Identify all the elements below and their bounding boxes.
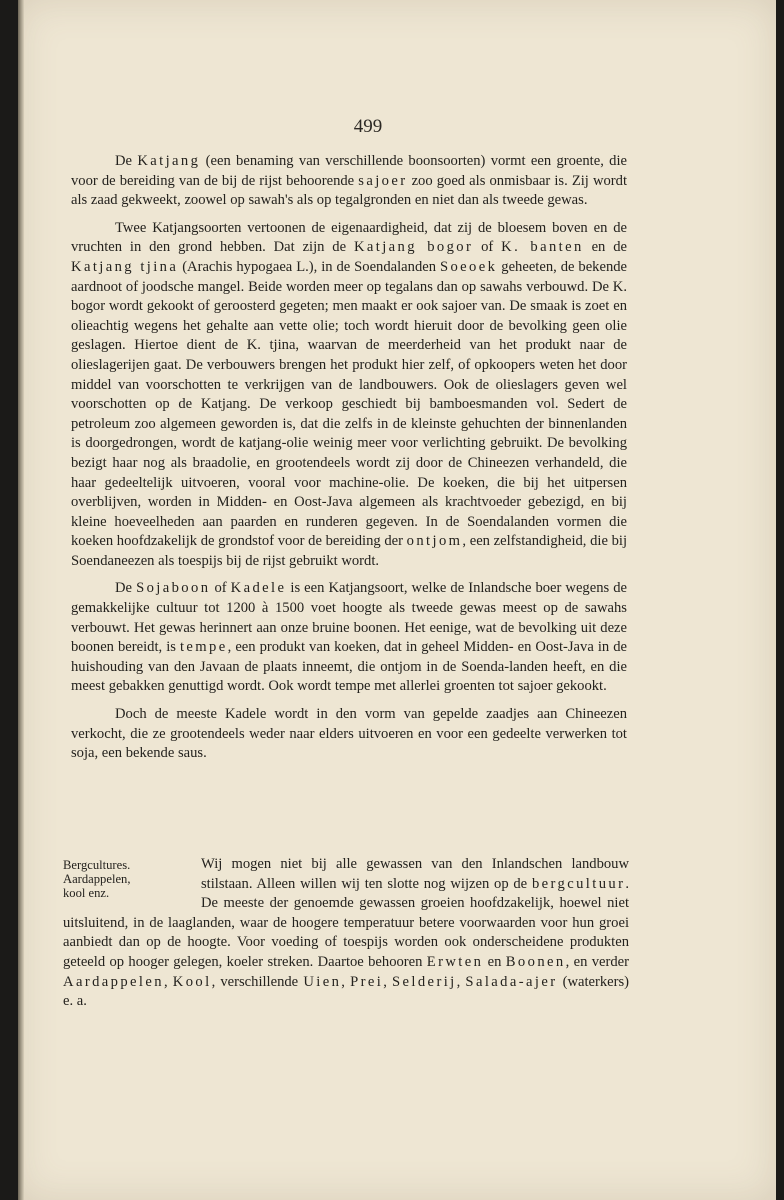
spaced-term: Kool bbox=[172, 973, 212, 990]
paragraph-kadele-export bbox=[71, 705, 627, 764]
margin-note-line: Aardappelen, bbox=[63, 872, 131, 886]
text-run: , en verder bbox=[565, 953, 629, 970]
spaced-term: Katjang bogor bbox=[353, 239, 474, 256]
spaced-term: Katjang bbox=[137, 153, 201, 169]
text-run: (Arachis hypogaea L.), in de Soendalanden bbox=[178, 258, 440, 275]
text-run: (waterkers) e. a. bbox=[63, 973, 630, 1010]
spaced-term: Katjang tjina bbox=[71, 258, 179, 275]
section-bergcultures bbox=[63, 855, 629, 1012]
spaced-term: Selderij bbox=[392, 973, 457, 990]
main-text-block bbox=[71, 152, 627, 772]
page-number: 499 bbox=[353, 116, 383, 137]
text-run: , verschillende bbox=[211, 973, 304, 990]
spaced-term: Erwten bbox=[426, 953, 484, 970]
spaced-term: Sojaboon bbox=[136, 580, 211, 597]
text-run: De bbox=[115, 580, 137, 597]
text-run: De bbox=[115, 153, 138, 169]
spaced-term: ontjom bbox=[406, 533, 463, 550]
text-run: Wij mogen niet bij alle gewassen van den Inlandschen landbouw stilstaan. Alleen willen wij ten slotte nog wijzen op de bbox=[201, 856, 629, 892]
margin-note-line: kool enz. bbox=[63, 886, 110, 900]
spaced-term: Soeoek bbox=[439, 258, 498, 275]
margin-note bbox=[63, 855, 181, 900]
paragraph-sojaboon bbox=[71, 579, 627, 697]
text-run: en bbox=[483, 953, 506, 970]
margin-note-line: Bergcultures. bbox=[63, 858, 131, 872]
text-run: Doch de meeste Kadele wordt in den vorm van gepelde zaadjes aan Chineezen verkocht, die ze grootendeels weder naar elders uitvoeren en voor een gedeelte verwerken tot soja, een bekende saus. bbox=[71, 706, 627, 762]
text-run: Twee Katjangsoorten vertoonen de eigenaardigheid, dat zij de bloesem boven en de vruchten in den grond hebben. Dat zijn de bbox=[71, 219, 627, 256]
spaced-term: Kadele bbox=[230, 580, 287, 597]
text-run: is een Katjangsoort, welke de Inlandsche boer wegens de gemakkelijke cultuur tot 1200 à 1500 voet hoogte als tweede gewas meest op de sawahs verbouwt. Het gewas herinnert aan onze bruine boonen. Het eenige, wat de bevolking uit deze boonen bereidt, is bbox=[71, 580, 627, 656]
text-run: of bbox=[473, 239, 502, 256]
spaced-term: Prei bbox=[350, 973, 384, 990]
text-run: . De meeste der genoemde gewassen groeien hoofdzakelijk, hoewel niet uitsluitend, in de laaglanden, waar de hoogere temperatuur betere voorwaarden voor hun groei aanbiedt dan op de hoogte. Voor voeding of toespijs worden ook onderscheidene produkten geteeld op hooger gelegen, koeler streken. Daartoe behooren bbox=[63, 875, 629, 970]
text-run: zoo goed als onmisbaar is. Zij wordt als zaad gekweekt, zoowel op sawah's als op tegalgronden en niet dan als tweede gewas. bbox=[71, 172, 627, 209]
paragraph-katjangsoorten bbox=[71, 219, 627, 572]
text-run: geheeten, de bekende aardnoot of joodsche mangel. Beide worden meer op tegalans dan op sawahs verbouwd. De K. bogor wordt gekookt of geroosterd gegeten; men maakt er ook sajoer van. De smaak is zoet en olieachtig wegens het gehalte aan vette olie; toch wordt hieruit door de bevolking geen olie geslagen. Hiertoe dient de K. tjina, waarvan de meerderheid van het produkt naar de olieslagerijen gaat. De verbouwers brengen het produkt hier zelf, of opkoopers weten het door middel van voorschotten te verkrijgen van de landbouwers. Ook de olieslagers geven wel voorschotten op de Katjang. De verkoop geschiedt bij bamboesmanden vol. Sedert de petroleum zoo algemeen geworden is, dat die zelfs in de kleinste gehuchten der binnenlanden is doorgedrongen, wordt de katjang-olie weinig meer voor verlichting gebruikt. De bevolking bezigt haar nog als braadolie, en grootendeels wordt zij door de Chineezen verhandeld, die haar gedeeltelijk uitvoeren, vooral voor machine-olie. De koeken, die bij het uitpersen overblijven, worden in Midden- en Oost-Java algemeen als krachtvoeder gebezigd, en bij kleine hoeveelheden aan paarden en runderen gegeven. In de Soendalanden vormen die koeken hoofdzakelijk de grondstof voor de bereiding der bbox=[71, 258, 628, 550]
text-run: , een zelfstandigheid, die bij Soendaneezen als toespijs bij de rijst gebruikt wordt. bbox=[71, 533, 627, 569]
text-run: of bbox=[210, 580, 231, 597]
text-run: (een benaming van verschillende boonsoorten) vormt een groente, die voor de bereiding van de bij de rijst behoorende bbox=[71, 153, 627, 189]
page-gutter-shadow bbox=[18, 0, 24, 1200]
book-page bbox=[18, 0, 776, 1200]
spaced-term: bergcultuur bbox=[531, 875, 626, 892]
spaced-term: Boonen bbox=[505, 953, 566, 970]
spaced-term: tempe bbox=[179, 639, 228, 656]
text-run: , bbox=[456, 973, 466, 990]
text-run: , bbox=[341, 973, 351, 990]
spaced-term: Aardappelen bbox=[63, 973, 164, 990]
spaced-term: Salada-ajer bbox=[465, 973, 558, 990]
text-run: , bbox=[383, 973, 393, 990]
spaced-term: K. banten bbox=[501, 239, 584, 256]
spaced-term: sajoer bbox=[358, 172, 408, 189]
text-run: , bbox=[163, 973, 173, 990]
spaced-term: Uien bbox=[303, 973, 342, 990]
text-run: , een produkt van koeken, dat in geheel Midden- en Oost-Java in de huishouding van den Javaan de plaats inneemt, die ontjom in de Soenda-landen heeft, en die meest gebakken genuttigd wordt. Ook wordt tempe met allerlei groenten tot sajoer gekookt. bbox=[71, 639, 627, 695]
paragraph-katjang bbox=[71, 152, 627, 211]
text-run: en de bbox=[583, 239, 627, 256]
